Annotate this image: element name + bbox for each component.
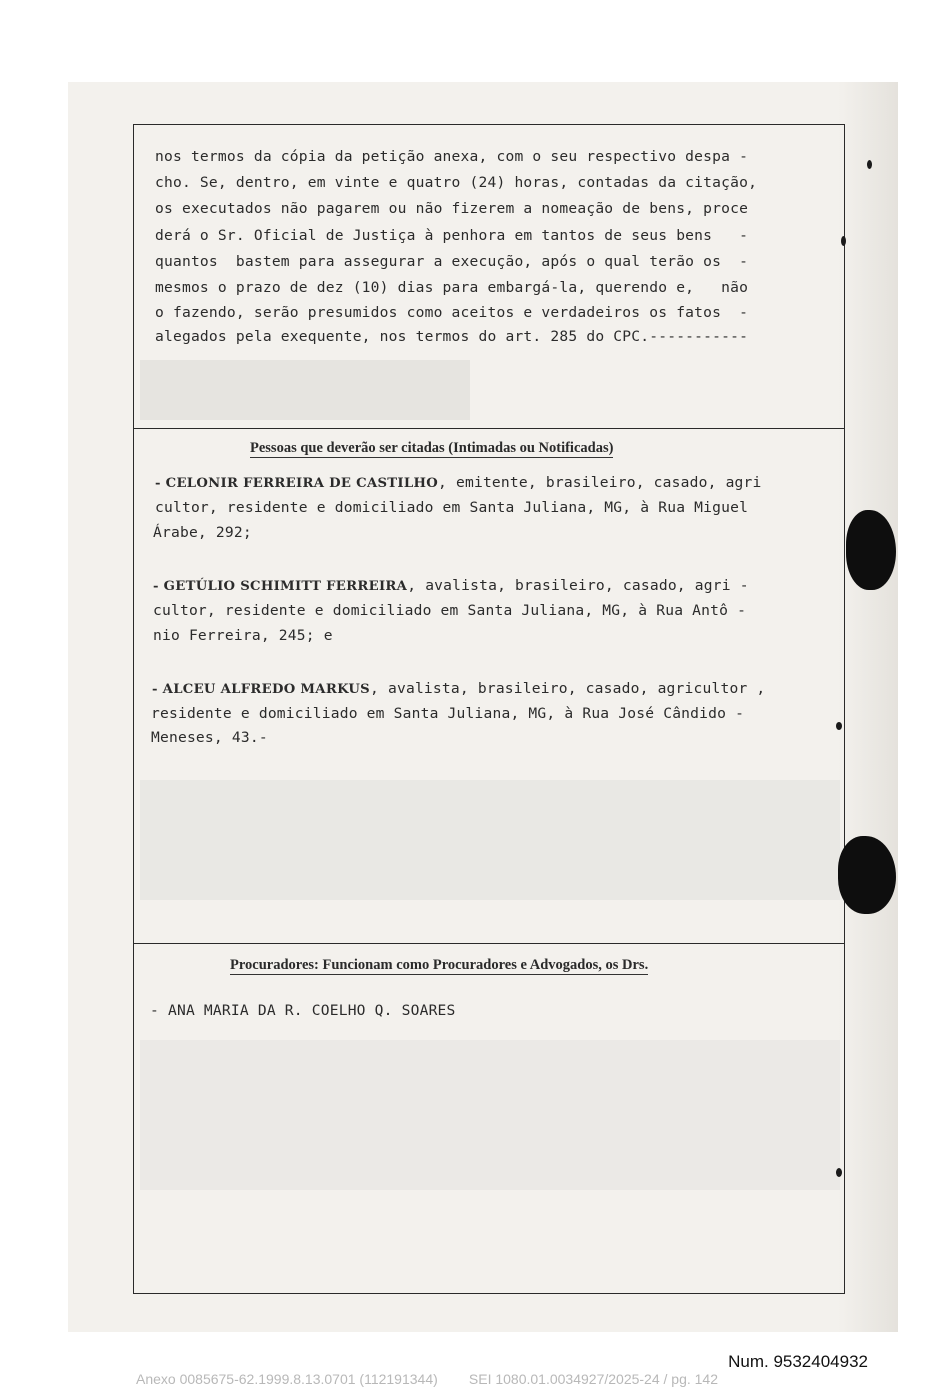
person-line	[153, 577, 749, 594]
ink-speck	[836, 722, 842, 730]
person-name: - GETÚLIO SCHIMITT FERREIRA	[153, 579, 408, 594]
document-number: Num. 9532404932	[728, 1352, 868, 1371]
person-line	[155, 474, 762, 491]
ink-speck	[867, 160, 872, 169]
body-line: derá o Sr. Oficial de Justiça à penhora em tantos de seus bens -	[155, 227, 749, 244]
body-line: mesmos o prazo de dez (10) dias para embargá-la, querendo e, não	[155, 279, 749, 296]
body-line: os executados não pagarem ou não fizerem a nomeação de bens, proce	[155, 200, 749, 217]
persons-section-title-text: Pessoas que deverão ser citadas (Intimadas ou Notificadas)	[250, 440, 614, 456]
person-line: nio Ferreira, 245; e	[153, 627, 333, 644]
person-line: cultor, residente e domiciliado em Santa Juliana, MG, à Rua Miguel	[155, 499, 749, 516]
ink-speck	[836, 1168, 842, 1177]
section-divider	[133, 943, 845, 944]
attorney-line: - ANA MARIA DA R. COELHO Q. SOARES	[150, 1002, 456, 1019]
body-line: nos termos da cópia da petição anexa, com o seu respectivo despa -	[155, 148, 749, 165]
person-line: residente e domiciliado em Santa Juliana, MG, à Rua José Cândido -	[151, 705, 745, 722]
person-name: - CELONIR FERREIRA DE CASTILHO	[155, 476, 439, 491]
scan-edge-shadow	[838, 82, 898, 1332]
attorneys-section-title	[230, 957, 648, 974]
ink-blot	[846, 510, 896, 590]
section-divider	[133, 428, 845, 429]
person-line: Árabe, 292;	[153, 524, 252, 541]
body-line: cho. Se, dentro, em vinte e quatro (24) horas, contadas da citação,	[155, 174, 758, 191]
annex-reference: Anexo 0085675-62.1999.8.13.0701 (112191344) SEI 1080.01.0034927/2025-24 / pg. 142	[136, 1371, 718, 1387]
person-description: , avalista, brasileiro, casado, agri -	[407, 577, 749, 594]
persons-section-title	[250, 440, 613, 457]
body-line: quantos bastem para assegurar a execução, após o qual terão os -	[155, 253, 749, 270]
ink-speck	[841, 236, 846, 246]
person-line: Meneses, 43.-	[151, 729, 268, 746]
body-line: o fazendo, serão presumidos como aceitos e verdadeiros os fatos -	[155, 304, 749, 321]
person-description: , emitente, brasileiro, casado, agri	[438, 474, 762, 491]
person-line	[152, 680, 765, 697]
person-description: , avalista, brasileiro, casado, agricultor ,	[370, 680, 766, 697]
ink-blot	[838, 836, 896, 914]
person-name: - ALCEU ALFREDO MARKUS	[152, 682, 371, 697]
person-line: cultor, residente e domiciliado em Santa Juliana, MG, à Rua Antô -	[153, 602, 747, 619]
attorneys-section-title-text: Procuradores: Funcionam como Procuradores e Advogados, os Drs.	[230, 957, 649, 973]
body-line: alegados pela exequente, nos termos do art. 285 do CPC.-----------	[155, 328, 749, 345]
